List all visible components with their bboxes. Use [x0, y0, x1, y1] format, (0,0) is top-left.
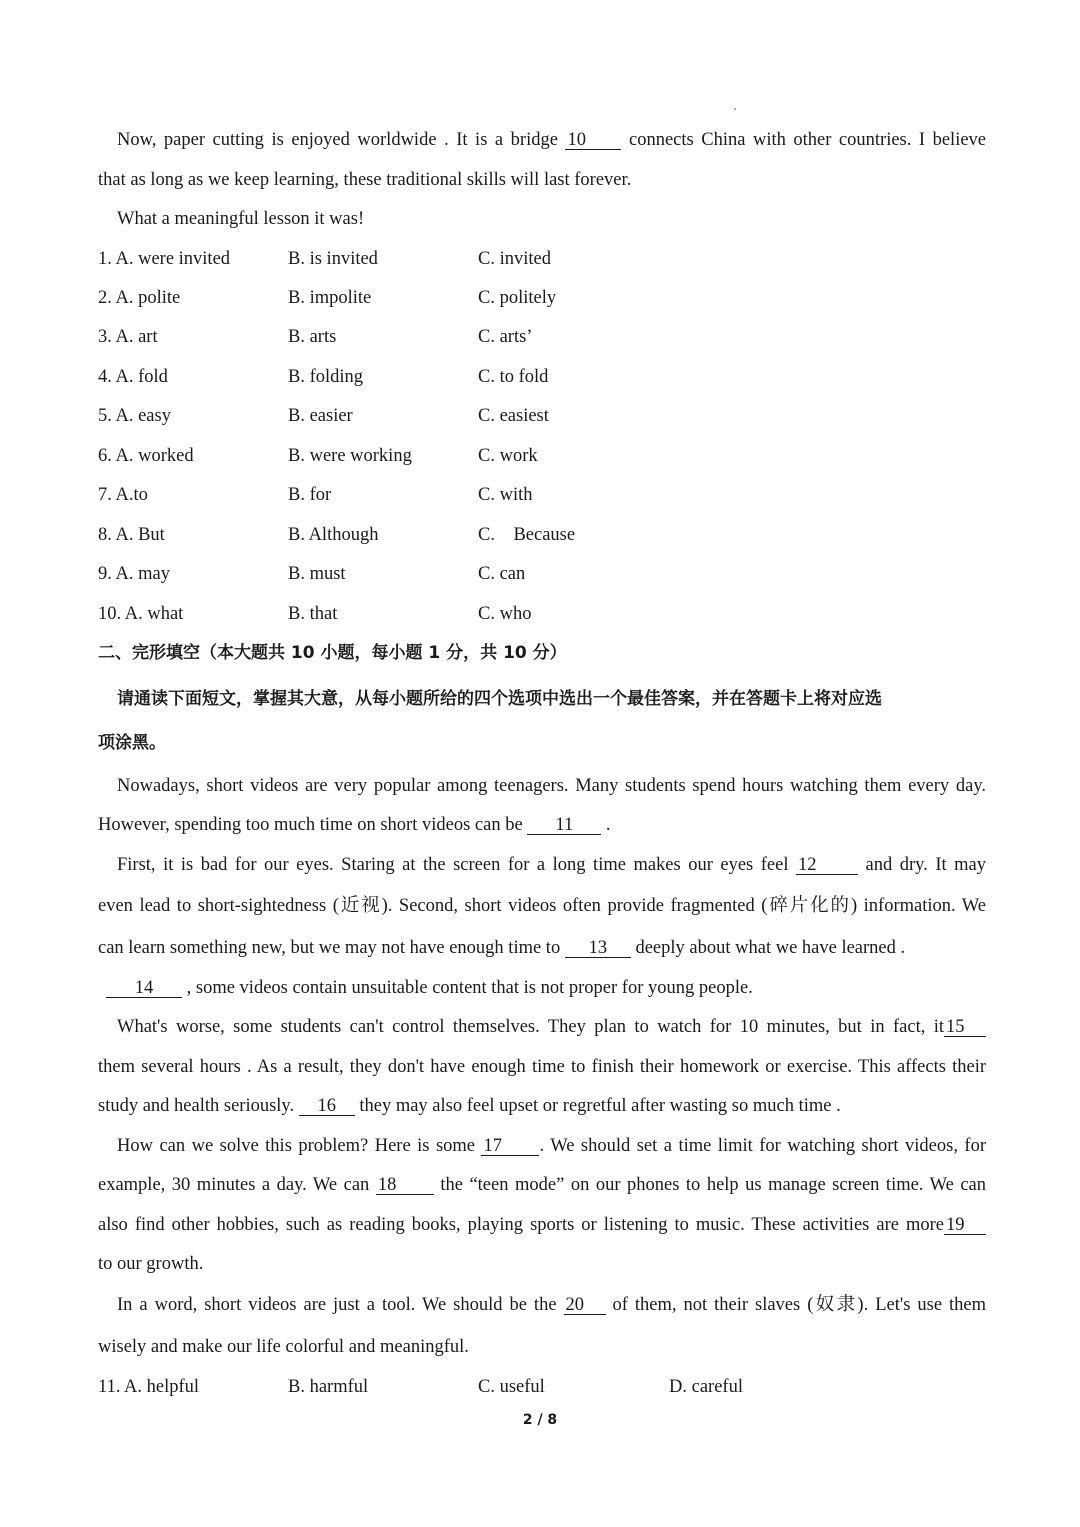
- option-b: B. is invited: [288, 249, 378, 269]
- option-a: 10. A. what: [98, 604, 184, 624]
- page-number: 2 / 8: [522, 1412, 558, 1428]
- blank-10: 10: [565, 131, 621, 150]
- section-heading: 二、完形填空（本大题共 10 小题，每小题 1 分，共 10 分）: [98, 643, 567, 663]
- blank-17: 17: [481, 1137, 539, 1156]
- passage-text: the “teen mode” on our phones to help us manage screen time. We can: [440, 1175, 986, 1195]
- section-instruction: 请通读下面短文，掌握其大意，从每小题所给的四个选项中选出一个最佳答案，并在答题卡上将对应选: [117, 689, 882, 709]
- option-b: B. that: [288, 604, 338, 624]
- option-a: 3. A. art: [98, 327, 158, 347]
- passage1-closing: What a meaningful lesson it was!: [117, 209, 365, 229]
- blank-14: 14: [106, 979, 182, 998]
- blank-16: 16: [299, 1097, 355, 1116]
- option-a: 6. A. worked: [98, 446, 194, 466]
- passage-text: What's worse, some students can't control themselves. They plan to watch for 10 minutes, but in fact, it: [117, 1017, 944, 1037]
- option-b: B. harmful: [288, 1377, 369, 1397]
- option-b: B. Although: [288, 525, 379, 545]
- option-a: 5. A. easy: [98, 406, 171, 426]
- blank-11: 11: [527, 816, 601, 835]
- option-c: C. arts’: [478, 327, 533, 347]
- passage2-line: [98, 1213, 986, 1237]
- option-b: B. must: [288, 564, 346, 584]
- passage2-line: to our growth.: [98, 1254, 204, 1274]
- option-b: B. easier: [288, 406, 353, 426]
- blank-15: 15: [944, 1018, 986, 1037]
- passage2-line: [117, 1015, 986, 1039]
- passage-text: also find other hobbies, such as reading books, playing sports or listening to music. These activities are more: [98, 1215, 944, 1235]
- option-c: C. can: [478, 564, 526, 584]
- option-a: 2. A. polite: [98, 288, 181, 308]
- option-a: 1. A. were invited: [98, 249, 231, 269]
- passage2-line: wisely and make our life colorful and meaningful.: [98, 1337, 469, 1357]
- passage2-line: [117, 1293, 986, 1317]
- passage2-line: [98, 813, 986, 837]
- passage2-line: Nowadays, short videos are very popular among teenagers. Many students spend hours watching them every day.: [117, 776, 986, 796]
- passage-text: , some videos contain unsuitable content that is not proper for young people.: [186, 978, 753, 998]
- option-a: 4. A. fold: [98, 367, 168, 387]
- option-c: C. Because: [478, 525, 576, 545]
- option-a: 7. A.to: [98, 485, 148, 505]
- passage-text: study and health seriously.: [98, 1096, 295, 1116]
- passage-text: example, 30 minutes a day. We can: [98, 1175, 370, 1195]
- option-c: C. work: [478, 446, 538, 466]
- passage-text: Now, paper cutting is enjoyed worldwide . It is a bridge: [117, 130, 558, 150]
- passage-text: First, it is bad for our eyes. Staring at the screen for a long time makes our eyes feel: [117, 855, 789, 875]
- passage-text: and dry. It may: [865, 855, 987, 875]
- option-c: C. with: [478, 485, 533, 505]
- passage2-line: [98, 1173, 986, 1197]
- passage2-line: [106, 976, 994, 1000]
- passage-text: In a word, short videos are just a tool. We should be the: [117, 1295, 557, 1315]
- passage-text: How can we solve this problem? Here is some: [117, 1136, 475, 1156]
- option-b: B. were working: [288, 446, 412, 466]
- passage-text: . We should set a time limit for watching short videos, for: [539, 1136, 987, 1156]
- passage-text: can learn something new, but we may not have enough time to: [98, 938, 561, 958]
- scan-speck: [734, 108, 736, 110]
- option-c: C. invited: [478, 249, 551, 269]
- option-b: B. arts: [288, 327, 337, 347]
- option-c: C. politely: [478, 288, 557, 308]
- blank-19: 19: [944, 1216, 986, 1235]
- option-b: B. folding: [288, 367, 364, 387]
- passage2-line: them several hours . As a result, they don't have enough time to finish their homework or exercise. This affects their: [98, 1057, 986, 1077]
- passage-text: However, spending too much time on short videos can be: [98, 815, 523, 835]
- passage1-line: [117, 128, 986, 152]
- section-instruction-cont: 项涂黑。: [98, 733, 166, 753]
- passage2-line: [98, 1094, 986, 1118]
- passage-text: .: [605, 815, 611, 835]
- option-a: 8. A. But: [98, 525, 165, 545]
- option-a: 9. A. may: [98, 564, 170, 584]
- blank-13: 13: [565, 939, 631, 958]
- option-c: C. who: [478, 604, 532, 624]
- blank-12: 12: [796, 856, 858, 875]
- option-d: D. careful: [669, 1377, 743, 1397]
- passage1-line: that as long as we keep learning, these traditional skills will last forever.: [98, 170, 632, 190]
- option-a: 11. A. helpful: [98, 1377, 200, 1397]
- passage2-line: [117, 853, 986, 877]
- option-c: C. easiest: [478, 406, 549, 426]
- passage-text: of them, not their slaves (奴隶). Let's use them: [612, 1295, 987, 1315]
- option-b: B. for: [288, 485, 332, 505]
- blank-18: 18: [376, 1176, 434, 1195]
- option-c: C. useful: [478, 1377, 545, 1397]
- passage-text: deeply about what we have learned .: [635, 938, 906, 958]
- passage2-line: [117, 1134, 986, 1158]
- option-b: B. impolite: [288, 288, 372, 308]
- passage2-line: even lead to short-sightedness (近视). Second, short videos often provide fragmented (碎片化的) information. We: [98, 896, 986, 916]
- option-c: C. to fold: [478, 367, 549, 387]
- passage2-line: [98, 936, 986, 960]
- passage-text: they may also feel upset or regretful after wasting so much time .: [359, 1096, 841, 1116]
- passage-text: connects China with other countries. I believe: [629, 130, 987, 150]
- blank-20: 20: [564, 1296, 606, 1315]
